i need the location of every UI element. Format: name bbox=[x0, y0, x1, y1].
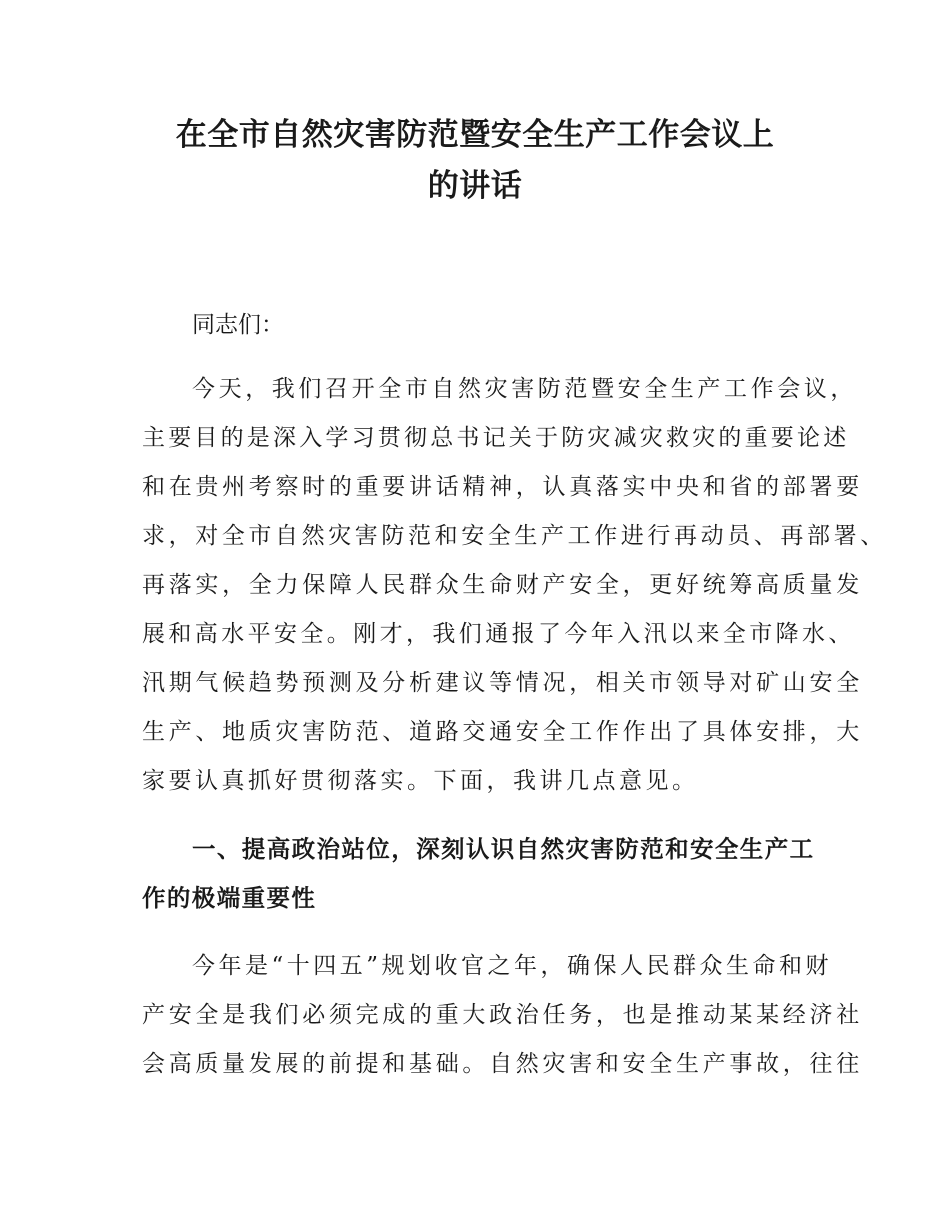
paragraph-line: 会高质量发展的前提和基础。自然灾害和安全生产事故，往往 bbox=[142, 1051, 863, 1077]
section-heading-line: 作的极端重要性 bbox=[142, 884, 317, 912]
section-heading-line: 一、提高政治站位，深刻认识自然灾害防范和安全生产工 bbox=[192, 835, 815, 863]
paragraph-line: 再落实，全力保障人民群众生命财产安全，更好统筹高质量发 bbox=[142, 572, 863, 598]
paragraph-line: 家要认真抓好贯彻落实。下面，我讲几点意见。 bbox=[142, 768, 699, 794]
paragraph-line: 汛期气候趋势预测及分析建议等情况，相关市领导对矿山安全 bbox=[142, 670, 863, 696]
paragraph-line: 生产、地质灾害防范、道路交通安全工作作出了具体安排，大 bbox=[142, 719, 863, 745]
paragraph-line: 今年是“十四五”规划收官之年，确保人民群众生命和财 bbox=[192, 953, 833, 979]
paragraph-line: 今天，我们召开全市自然灾害防范暨安全生产工作会议， bbox=[192, 376, 857, 402]
salutation: 同志们： bbox=[192, 312, 284, 338]
paragraph-line: 产安全是我们必须完成的重大政治任务，也是推动某某经济社 bbox=[142, 1002, 863, 1028]
paragraph-line: 和在贵州考察时的重要讲话精神，认真落实中央和省的部署要 bbox=[142, 474, 863, 500]
document-title-line-1: 在全市自然灾害防范暨安全生产工作会议上 bbox=[175, 117, 775, 153]
paragraph-line: 求，对全市自然灾害防范和安全生产工作进行再动员、再部署、 bbox=[142, 523, 887, 549]
document-title-line-2: 的讲话 bbox=[427, 168, 523, 204]
paragraph-line: 展和高水平安全。刚才，我们通报了今年入汛以来全市降水、 bbox=[142, 621, 855, 647]
paragraph-line: 主要目的是深入学习贯彻总书记关于防灾减灾救灾的重要论述 bbox=[142, 425, 850, 451]
